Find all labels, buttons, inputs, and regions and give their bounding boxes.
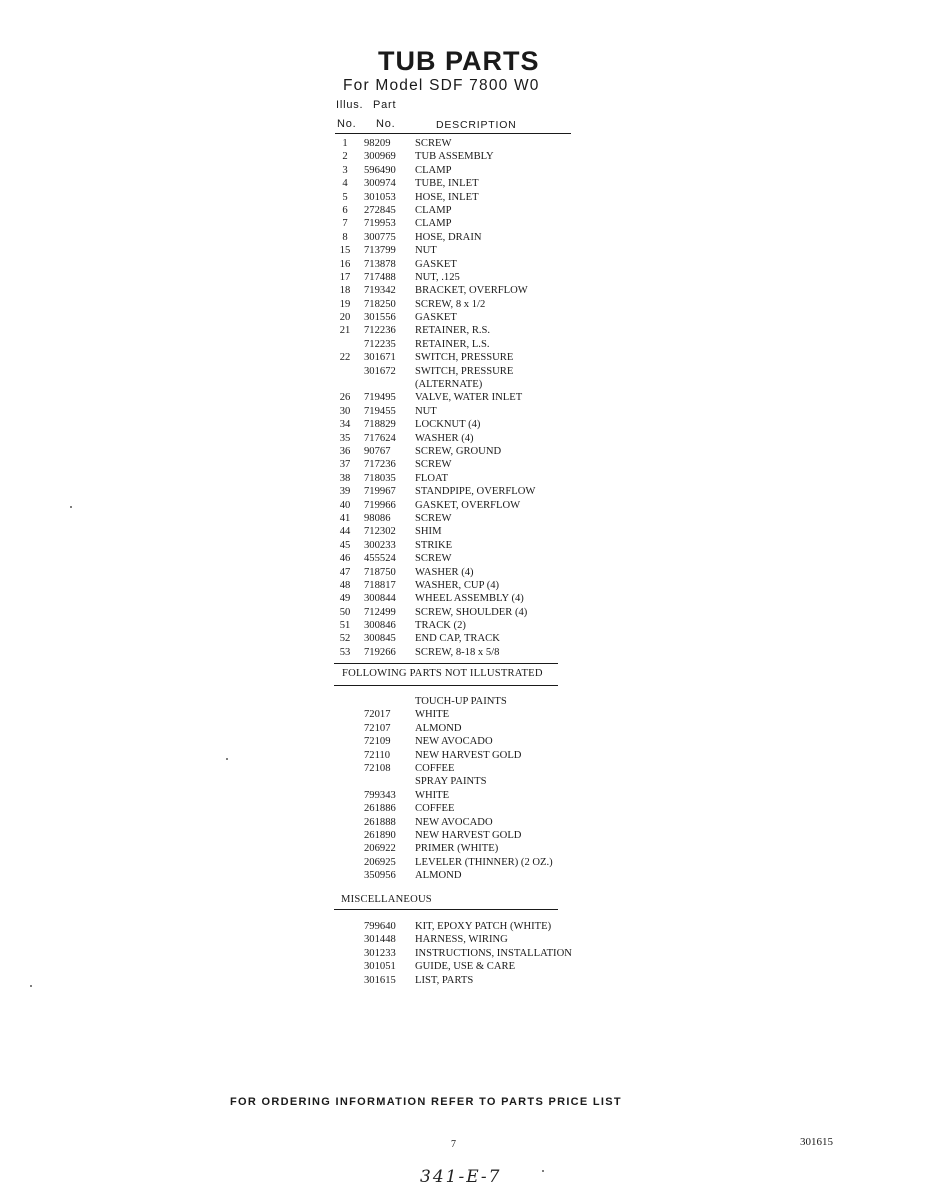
- part-number: 350956: [364, 870, 396, 882]
- parts-row: [336, 525, 596, 538]
- part-description: LOCKNUT (4): [415, 419, 481, 431]
- part-number: 713799: [364, 245, 396, 257]
- part-description: WHEEL ASSEMBLY (4): [415, 593, 524, 605]
- list-item: [336, 789, 616, 802]
- parts-row: [336, 458, 596, 471]
- handwritten-note: 341-E-7: [420, 1167, 502, 1187]
- list-item: [336, 802, 616, 815]
- part-description: SCREW, SHOULDER (4): [415, 606, 528, 618]
- section-rule-top: [334, 663, 558, 664]
- part-number: 300846: [364, 620, 396, 632]
- part-description: ALMOND: [415, 870, 462, 882]
- illus-number: 17: [339, 271, 351, 283]
- part-description: NEW HARVEST GOLD: [415, 829, 522, 841]
- parts-row: [336, 311, 596, 324]
- part-number: 712235: [364, 338, 396, 350]
- parts-row: [336, 566, 596, 579]
- part-description: KIT, EPOXY PATCH (WHITE): [415, 921, 552, 932]
- illus-number: 4: [342, 178, 348, 190]
- list-item: [336, 749, 616, 762]
- illus-number: 37: [339, 459, 351, 471]
- illus-number: 38: [339, 472, 351, 484]
- part-number: 718829: [364, 419, 396, 431]
- illus-number: 53: [339, 646, 351, 658]
- illus-number: 1: [342, 138, 348, 149]
- part-description: GUIDE, USE & CARE: [415, 961, 516, 973]
- parts-row: [336, 204, 596, 217]
- list-item: [336, 695, 616, 708]
- part-description: CLAMP: [415, 164, 452, 176]
- part-description: STANDPIPE, OVERFLOW: [415, 486, 536, 498]
- part-number: 596490: [364, 164, 396, 176]
- part-number: 300844: [364, 593, 396, 605]
- part-number: 719953: [364, 218, 396, 230]
- parts-row: [336, 606, 596, 619]
- illus-number: 45: [339, 539, 351, 551]
- parts-row: [336, 284, 596, 297]
- parts-row: [336, 619, 596, 632]
- illus-number: 5: [342, 191, 348, 203]
- parts-row: [336, 552, 596, 565]
- illus-number: 39: [339, 486, 351, 498]
- illus-number: 49: [339, 593, 351, 605]
- part-number: 713878: [364, 258, 396, 270]
- illus-number: 19: [339, 298, 351, 310]
- illus-number: 44: [339, 526, 351, 538]
- part-description: GASKET, OVERFLOW: [415, 499, 521, 511]
- part-number: 717236: [364, 459, 396, 471]
- part-number: 72108: [364, 762, 391, 774]
- scan-speck: [226, 758, 228, 760]
- illus-header-top: Illus.: [336, 99, 364, 111]
- scan-speck: [70, 506, 72, 508]
- part-description: SCREW, 8-18 x 5/8: [415, 646, 500, 658]
- part-number: 300969: [364, 151, 396, 163]
- list-item: [336, 856, 616, 869]
- parts-row: [336, 244, 596, 257]
- illus-number: 7: [342, 218, 348, 230]
- list-item: [336, 869, 616, 882]
- part-description: (ALTERNATE): [415, 379, 483, 391]
- illus-number: 52: [339, 633, 351, 645]
- misc-list: [336, 920, 616, 987]
- part-description: CLAMP: [415, 204, 452, 216]
- illus-number: 3: [342, 164, 348, 176]
- part-description: SCREW: [415, 553, 452, 565]
- part-number: 301672: [364, 365, 396, 377]
- part-description: TUB ASSEMBLY: [415, 151, 494, 163]
- part-description: COFFEE: [415, 762, 455, 774]
- parts-row: [336, 150, 596, 163]
- parts-row: [336, 338, 596, 351]
- part-number: 72107: [364, 722, 391, 734]
- part-description: NEW AVOCADO: [415, 736, 493, 748]
- part-description: LEVELER (THINNER) (2 OZ.): [415, 856, 553, 868]
- part-description: WHITE: [415, 709, 450, 721]
- part-description: TOUCH-UP PAINTS: [415, 696, 507, 707]
- part-header: No.: [376, 118, 396, 130]
- list-item: [336, 920, 616, 933]
- part-description: SCREW: [415, 459, 452, 471]
- part-number: 717624: [364, 432, 396, 444]
- illus-number: 36: [339, 445, 351, 457]
- part-number: 261890: [364, 829, 396, 841]
- parts-row: [336, 418, 596, 431]
- model-subtitle: For Model SDF 7800 W0: [343, 77, 540, 94]
- part-description: BRACKET, OVERFLOW: [415, 285, 528, 297]
- part-number: 719495: [364, 392, 396, 404]
- part-number: 712302: [364, 526, 396, 538]
- parts-row: [336, 512, 596, 525]
- part-number: 301448: [364, 934, 396, 946]
- part-description: END CAP, TRACK: [415, 633, 500, 645]
- part-number: 718750: [364, 566, 396, 578]
- part-header-top: Part: [373, 99, 397, 111]
- part-number: 300845: [364, 633, 396, 645]
- illus-number: 15: [339, 245, 351, 257]
- part-number: 712236: [364, 325, 396, 337]
- parts-row: [336, 405, 596, 418]
- part-number: 712499: [364, 606, 396, 618]
- list-item: [336, 762, 616, 775]
- part-description: HARNESS, WIRING: [415, 934, 508, 946]
- part-number: 718250: [364, 298, 396, 310]
- part-description: NUT, .125: [415, 271, 460, 283]
- list-item: [336, 775, 616, 788]
- part-description: TRACK (2): [415, 620, 466, 632]
- illus-number: 35: [339, 432, 351, 444]
- part-description: STRIKE: [415, 539, 453, 551]
- part-number: 301051: [364, 961, 396, 973]
- part-number: 261886: [364, 803, 396, 815]
- parts-table: [336, 137, 596, 659]
- parts-row: [336, 485, 596, 498]
- illus-number: 30: [339, 405, 351, 417]
- parts-row: [336, 164, 596, 177]
- part-number: 301233: [364, 947, 396, 959]
- part-description: SWITCH, PRESSURE: [415, 365, 514, 377]
- part-description: WHITE: [415, 789, 450, 801]
- parts-row: [336, 391, 596, 404]
- parts-row: [336, 191, 596, 204]
- page-title: TUB PARTS: [378, 46, 540, 76]
- parts-row: [336, 351, 596, 364]
- part-description: GASKET: [415, 312, 457, 324]
- part-description: HOSE, INLET: [415, 191, 479, 203]
- part-description: SCREW: [415, 138, 452, 149]
- part-number: 301053: [364, 191, 396, 203]
- part-description: INSTRUCTIONS, INSTALLATION: [415, 947, 572, 959]
- list-item: [336, 735, 616, 748]
- part-number: 206922: [364, 843, 396, 855]
- part-number: 718035: [364, 472, 396, 484]
- part-number: 717488: [364, 271, 396, 283]
- illus-number: 48: [339, 579, 351, 591]
- part-number: 301615: [364, 974, 396, 986]
- part-description: LIST, PARTS: [415, 974, 474, 986]
- part-description: VALVE, WATER INLET: [415, 392, 523, 404]
- parts-row: [336, 258, 596, 271]
- part-description: NUT: [415, 245, 437, 257]
- part-number: 300233: [364, 539, 396, 551]
- part-number: 90767: [364, 445, 391, 457]
- parts-row: [336, 499, 596, 512]
- parts-row: [336, 445, 596, 458]
- part-description: RETAINER, L.S.: [415, 338, 490, 350]
- part-number: 272845: [364, 204, 396, 216]
- part-description: SCREW, GROUND: [415, 445, 502, 457]
- part-description: HOSE, DRAIN: [415, 231, 482, 243]
- part-number: 300775: [364, 231, 396, 243]
- part-description: SWITCH, PRESSURE: [415, 352, 514, 364]
- list-item: [336, 708, 616, 721]
- parts-row: [336, 177, 596, 190]
- illus-number: 2: [342, 151, 348, 163]
- part-number: 300974: [364, 178, 396, 190]
- illus-number: 6: [342, 204, 348, 216]
- illus-number: 34: [339, 419, 351, 431]
- part-number: 261888: [364, 816, 396, 828]
- misc-rule: [334, 909, 558, 910]
- part-number: 799640: [364, 921, 396, 932]
- illus-number: 8: [342, 231, 348, 243]
- header-rule: [335, 133, 571, 134]
- part-number: 301556: [364, 312, 396, 324]
- illus-number: 21: [339, 325, 351, 337]
- part-description: COFFEE: [415, 803, 455, 815]
- part-number: 98209: [364, 138, 391, 149]
- part-description: RETAINER, R.S.: [415, 325, 491, 337]
- part-number: 719455: [364, 405, 396, 417]
- illus-number: 41: [339, 512, 351, 524]
- list-item: [336, 722, 616, 735]
- part-number: 72109: [364, 736, 391, 748]
- parts-row: [336, 632, 596, 645]
- illus-number: 16: [339, 258, 351, 270]
- part-description: WASHER, CUP (4): [415, 579, 500, 591]
- part-number: 455524: [364, 553, 396, 565]
- section-rule-bottom: [334, 685, 558, 686]
- parts-row: [336, 378, 596, 391]
- parts-row: [336, 298, 596, 311]
- part-description: SCREW, 8 x 1/2: [415, 298, 486, 310]
- parts-row: [336, 271, 596, 284]
- part-number: 301671: [364, 352, 396, 364]
- parts-row: [336, 592, 596, 605]
- parts-row: [336, 231, 596, 244]
- list-item: [336, 816, 616, 829]
- part-description: SCREW: [415, 512, 452, 524]
- part-description: SHIM: [415, 526, 442, 538]
- parts-row: [336, 579, 596, 592]
- part-number: 72017: [364, 709, 391, 721]
- part-description: NEW AVOCADO: [415, 816, 493, 828]
- list-item: [336, 829, 616, 842]
- part-description: CLAMP: [415, 218, 452, 230]
- misc-heading: MISCELLANEOUS: [341, 894, 432, 905]
- part-number: 719266: [364, 646, 396, 658]
- not-illustrated-list: [336, 695, 616, 882]
- part-number: 719967: [364, 486, 396, 498]
- parts-row: [336, 472, 596, 485]
- part-description: WASHER (4): [415, 432, 474, 444]
- parts-row: [336, 217, 596, 230]
- part-description: TUBE, INLET: [415, 178, 479, 190]
- part-description: ALMOND: [415, 722, 462, 734]
- part-description: WASHER (4): [415, 566, 474, 578]
- part-number: 719966: [364, 499, 396, 511]
- illus-number: 22: [339, 352, 351, 364]
- part-number: 98086: [364, 512, 391, 524]
- scan-speck: [30, 985, 32, 987]
- part-number: 206925: [364, 856, 396, 868]
- list-item: [336, 933, 616, 946]
- illus-number: 20: [339, 312, 351, 324]
- part-description: GASKET: [415, 258, 457, 270]
- illus-number: 18: [339, 285, 351, 297]
- part-description: FLOAT: [415, 472, 448, 484]
- page-number: 7: [451, 1139, 456, 1150]
- list-item: [336, 842, 616, 855]
- part-number: 799343: [364, 789, 396, 801]
- illus-header: No.: [337, 118, 357, 130]
- part-description: PRIMER (WHITE): [415, 843, 499, 855]
- list-item: [336, 960, 616, 973]
- part-number: 718817: [364, 579, 396, 591]
- illus-number: 47: [339, 566, 351, 578]
- part-description: NEW HARVEST GOLD: [415, 749, 522, 761]
- part-number: 72110: [364, 749, 391, 761]
- illus-number: 50: [339, 606, 351, 618]
- illus-number: 51: [339, 620, 351, 632]
- ordering-footer: FOR ORDERING INFORMATION REFER TO PARTS PRICE LIST: [230, 1096, 622, 1108]
- parts-row: [336, 137, 596, 150]
- description-header: DESCRIPTION: [436, 119, 517, 131]
- parts-row: [336, 646, 596, 659]
- illus-number: 40: [339, 499, 351, 511]
- not-illustrated-heading: FOLLOWING PARTS NOT ILLUSTRATED: [342, 668, 543, 679]
- parts-row: [336, 539, 596, 552]
- illus-number: 46: [339, 553, 351, 565]
- part-number: 719342: [364, 285, 396, 297]
- illus-number: 26: [339, 392, 351, 404]
- part-description: SPRAY PAINTS: [415, 776, 487, 788]
- document-number: 301615: [800, 1136, 833, 1148]
- parts-row: [336, 324, 596, 337]
- scan-speck: [542, 1170, 544, 1172]
- list-item: [336, 974, 616, 987]
- parts-row: [336, 365, 596, 378]
- parts-row: [336, 432, 596, 445]
- list-item: [336, 947, 616, 960]
- part-description: NUT: [415, 405, 437, 417]
